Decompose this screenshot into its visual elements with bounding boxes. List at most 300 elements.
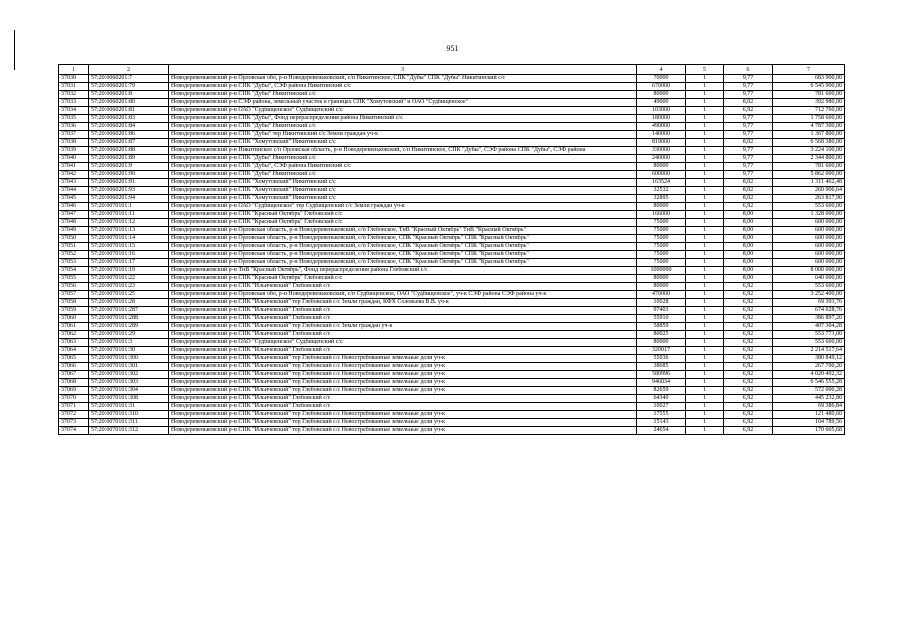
- row-number: 37045: [59, 195, 89, 203]
- rate-value: 9,77: [724, 115, 773, 123]
- rate-value: 6,92: [724, 387, 773, 395]
- cadastral-value: 553 600,00: [773, 339, 845, 347]
- quantity-value: 1: [686, 131, 724, 139]
- location-description: Новодеревеньковский р-н Орловская область, р-н Новодеревеньковский, с/п Глебовское, СПК "Красный Октябрь" СПК "Красный Октябрь": [169, 251, 637, 259]
- row-number: 37056: [59, 283, 89, 291]
- location-description: Новодеревеньковский р-н СПК "Дубы", СЭФ района Никитинский с/с: [169, 83, 637, 91]
- table-row: [59, 235, 845, 243]
- table-row: [59, 171, 845, 179]
- table-row: [59, 347, 845, 355]
- quantity-value: 1: [686, 147, 724, 155]
- area-value: 320017: [637, 347, 686, 355]
- location-description: Новодеревеньковский р-н ОАО "Судбищенское" тер Судбищенский с/с Земли граждан уч-к: [169, 203, 637, 211]
- row-number: 37059: [59, 307, 89, 315]
- area-value: 49000: [637, 99, 686, 107]
- cadastral-value: 600 000,00: [773, 251, 845, 259]
- column-header: 7: [773, 65, 845, 75]
- cadastral-value: 267 700,20: [773, 363, 845, 371]
- cadastral-value: 121 480,60: [773, 411, 845, 419]
- location-description: Новодеревеньковский р-н СПК "Ильичевский" тер Глебовский с/с Невостребованные земельные доли уч-к: [169, 419, 637, 427]
- cadastral-number: 57:20:0070101:14: [89, 235, 169, 243]
- row-number: 37050: [59, 235, 89, 243]
- cadastral-number: 57:20:0060201:79: [89, 83, 169, 91]
- table-row: [59, 371, 845, 379]
- row-number: 37071: [59, 403, 89, 411]
- area-value: 490000: [637, 123, 686, 131]
- cadastral-number: 57:20:0070101:28: [89, 299, 169, 307]
- location-description: Новодеревеньковский р-н СПК "Ильичевский" Глебовский с/с: [169, 403, 637, 411]
- rate-value: 8,00: [724, 259, 773, 267]
- quantity-value: 1: [686, 355, 724, 363]
- area-value: 82659: [637, 387, 686, 395]
- quantity-value: 1: [686, 411, 724, 419]
- cadastral-value: 407 304,28: [773, 323, 845, 331]
- area-value: 10028: [637, 299, 686, 307]
- cadastral-number: 57:20:0070101:25: [89, 291, 169, 299]
- cadastral-value: 69 386,84: [773, 403, 845, 411]
- quantity-value: 1: [686, 395, 724, 403]
- row-number: 37070: [59, 395, 89, 403]
- row-number: 37034: [59, 107, 89, 115]
- cadastral-value: 674 028,76: [773, 307, 845, 315]
- row-number: 37049: [59, 227, 89, 235]
- cadastral-value: 386 897,20: [773, 315, 845, 323]
- rate-value: 8,00: [724, 251, 773, 259]
- area-value: 670000: [637, 83, 686, 91]
- row-number: 37063: [59, 339, 89, 347]
- quantity-value: 1: [686, 227, 724, 235]
- rate-value: 8,02: [724, 179, 773, 187]
- cadastral-number: 57:20:0060201:80: [89, 99, 169, 107]
- rate-value: 6,92: [724, 315, 773, 323]
- rate-value: 6,92: [724, 347, 773, 355]
- rate-value: 8,02: [724, 99, 773, 107]
- row-number: 37066: [59, 363, 89, 371]
- table-row: [59, 139, 845, 147]
- area-value: 240000: [637, 155, 686, 163]
- area-value: 55036: [637, 355, 686, 363]
- row-number: 37037: [59, 131, 89, 139]
- rate-value: 6,92: [724, 379, 773, 387]
- cadastral-number: 57:20:0060201:81: [89, 107, 169, 115]
- quantity-value: 1: [686, 419, 724, 427]
- cadastral-value: 683 900,00: [773, 75, 845, 83]
- area-value: 80000: [637, 91, 686, 99]
- location-description: Новодеревеньковский р-н СПК "Дубы" Никитинский с/с: [169, 155, 637, 163]
- row-number: 37068: [59, 379, 89, 387]
- location-description: Новодеревеньковский р-н Орловская область, р-н Новодеревеньковский, с/п Глебовское, ТнВ "Красный Октябрь" ТнВ "Красный Октябрь": [169, 227, 637, 235]
- cadastral-value: 6 546 555,28: [773, 379, 845, 387]
- table-row: [59, 195, 845, 203]
- quantity-value: 1: [686, 339, 724, 347]
- cadastral-number: 57:20:0070101:308: [89, 395, 169, 403]
- table-row: [59, 427, 845, 435]
- rate-value: 9,77: [724, 147, 773, 155]
- quantity-value: 1: [686, 371, 724, 379]
- table-row: [59, 115, 845, 123]
- cadastral-number: 57:20:0060201:84: [89, 123, 169, 131]
- cadastral-number: 57:20:0070101:12: [89, 219, 169, 227]
- location-description: Новодеревеньковский р-н СПК "Хомутовский" Никитинский с/с: [169, 179, 637, 187]
- quantity-value: 1: [686, 387, 724, 395]
- quantity-value: 1: [686, 299, 724, 307]
- table-row: [59, 187, 845, 195]
- row-number: 37039: [59, 147, 89, 155]
- table-row: [59, 259, 845, 267]
- row-number: 37065: [59, 355, 89, 363]
- cadastral-value: 3 224 100,00: [773, 147, 845, 155]
- location-description: Новодеревеньковский р-н СПК "Ильичевский" Глебовский с/с: [169, 315, 637, 323]
- area-value: 140000: [637, 131, 686, 139]
- quantity-value: 1: [686, 291, 724, 299]
- location-description: Новодеревеньковский р-н Орловская область, р-н Новодеревеньковский, с/п Глебовское, СПК "Красный Октябрь" СПК "Красный Октябрь": [169, 235, 637, 243]
- cadastral-value: 553 600,00: [773, 283, 845, 291]
- row-number: 37047: [59, 211, 89, 219]
- cadastral-number: 57:20:0070101:17: [89, 259, 169, 267]
- cadastral-number: 57:20:0070101:300: [89, 355, 169, 363]
- location-description: Новодеревеньковский р-н СПК "Ильичевский" тер Глебовский с/с Земли граждан уч-к: [169, 323, 637, 331]
- column-header: 6: [724, 65, 773, 75]
- rate-value: 6,92: [724, 371, 773, 379]
- location-description: Новодеревеньковский р-н СПК "Ильичевский" Глебовский с/с: [169, 395, 637, 403]
- cadastral-number: 57:20:0070101:31: [89, 403, 169, 411]
- cadastral-value: 6 568 380,00: [773, 139, 845, 147]
- rate-value: 9,77: [724, 75, 773, 83]
- cadastral-number: 57:20:0070101:311: [89, 419, 169, 427]
- location-description: Новодеревеньковский р-н Орловская обл, р-н Новодеревеньковский, с/п Судбищенское, ОАО "Судбищенское", уч-к СЭФ района СЭФ района уч-к: [169, 291, 637, 299]
- area-value: 10027: [637, 403, 686, 411]
- location-description: Новодеревеньковский р-н ОАО "Судбищенское" Судбищенский с/с: [169, 339, 637, 347]
- cadastral-number: 57:20:0060201:87: [89, 139, 169, 147]
- rate-value: 9,77: [724, 171, 773, 179]
- location-description: Новодеревеньковский р-н СПК "Ильичевский" тер Глебовский с/с Невостребованные земельные доли уч-к: [169, 427, 637, 435]
- quantity-value: 1: [686, 259, 724, 267]
- quantity-value: 1: [686, 123, 724, 131]
- area-value: 819000: [637, 139, 686, 147]
- cadastral-value: 2 214 517,64: [773, 347, 845, 355]
- rate-value: 9,77: [724, 163, 773, 171]
- area-value: 75000: [637, 219, 686, 227]
- quantity-value: 1: [686, 179, 724, 187]
- row-number: 37046: [59, 203, 89, 211]
- cadastral-value: 4 787 300,00: [773, 123, 845, 131]
- location-description: Новодеревеньковский р-н ОАО "Судбищенское" Судбищенский с/с: [169, 107, 637, 115]
- cadastral-value: 6 545 900,00: [773, 83, 845, 91]
- cadastral-number: 57:20:0070101:30: [89, 347, 169, 355]
- quantity-value: 1: [686, 163, 724, 171]
- row-number: 37060: [59, 315, 89, 323]
- cadastral-value: 4 020 492,32: [773, 371, 845, 379]
- cadastral-value: 600 000,00: [773, 219, 845, 227]
- cadastral-number: 57:20:0060201:94: [89, 195, 169, 203]
- cadastral-number: 57:20:0070101:29: [89, 331, 169, 339]
- cadastral-number: 57:20:0070101:15: [89, 243, 169, 251]
- cadastral-number: 57:20:0070101:1: [89, 203, 169, 211]
- location-description: Новодеревеньковский р-н СПК "Красный Октябрь" Глебовский с/с: [169, 275, 637, 283]
- land-register-table: [58, 64, 845, 435]
- cadastral-value: 1 328 000,00: [773, 211, 845, 219]
- table-row: [59, 75, 845, 83]
- table-row: [59, 395, 845, 403]
- area-value: 32895: [637, 195, 686, 203]
- location-description: Новодеревеньковский р-н Никитинское с/п Орловская область, р-н Новодеревеньковский, с/п Никитинское, СПК "Дубы", СЭФ района СПК "Дубы", СЭФ района: [169, 147, 637, 155]
- table-row: [59, 155, 845, 163]
- location-description: Новодеревеньковский р-н СПК "Дубы", СЭФ района Никитинский с/с: [169, 163, 637, 171]
- rate-value: 6,92: [724, 299, 773, 307]
- quantity-value: 1: [686, 91, 724, 99]
- cadastral-number: 57:20:0070101:11: [89, 211, 169, 219]
- row-number: 37044: [59, 187, 89, 195]
- row-number: 37040: [59, 155, 89, 163]
- area-value: 946034: [637, 379, 686, 387]
- area-value: 103000: [637, 107, 686, 115]
- row-number: 37035: [59, 115, 89, 123]
- location-description: Новодеревеньковский р-н Орловская область, р-н Новодеревеньковский, с/п Глебовское, СПК "Красный Октябрь" СПК "Красный Октябрь": [169, 243, 637, 251]
- table-row: [59, 291, 845, 299]
- row-number: 37072: [59, 411, 89, 419]
- quantity-value: 1: [686, 331, 724, 339]
- location-description: Новодеревеньковский р-н СПК "Красный Октябрь" Глебовский с/с: [169, 219, 637, 227]
- cadastral-value: 600 000,00: [773, 235, 845, 243]
- cadastral-value: 600 000,00: [773, 259, 845, 267]
- rate-value: 6,92: [724, 323, 773, 331]
- table-row: [59, 379, 845, 387]
- location-description: Новодеревеньковский р-н СЭФ района, земельный участок в границах СПК "Хомутовский" и ОАО "Судбищенское": [169, 99, 637, 107]
- cadastral-value: 263 817,90: [773, 195, 845, 203]
- rate-value: 8,02: [724, 187, 773, 195]
- cadastral-value: 600 000,00: [773, 243, 845, 251]
- row-number: 37073: [59, 419, 89, 427]
- cadastral-value: 8 000 000,00: [773, 267, 845, 275]
- table-row: [59, 219, 845, 227]
- cadastral-value: 260 906,64: [773, 187, 845, 195]
- table-row: [59, 283, 845, 291]
- rate-value: 6,92: [724, 283, 773, 291]
- cadastral-number: 57:20:0060201:91: [89, 179, 169, 187]
- cadastral-number: 57:20:0060201:90: [89, 171, 169, 179]
- rate-value: 6,92: [724, 307, 773, 315]
- cadastral-number: 57:20:0070101:23: [89, 283, 169, 291]
- table-row: [59, 419, 845, 427]
- rate-value: 6,92: [724, 331, 773, 339]
- area-value: 600000: [637, 171, 686, 179]
- quantity-value: 1: [686, 115, 724, 123]
- row-number: 37036: [59, 123, 89, 131]
- quantity-value: 1: [686, 83, 724, 91]
- row-number: 37067: [59, 371, 89, 379]
- cadastral-number: 57:20:0060201:83: [89, 115, 169, 123]
- location-description: Новодеревеньковский р-н СПК "Дубы" Никитинский с/с: [169, 123, 637, 131]
- cadastral-value: 553 773,00: [773, 331, 845, 339]
- area-value: 97403: [637, 307, 686, 315]
- rate-value: 9,77: [724, 91, 773, 99]
- row-number: 37053: [59, 259, 89, 267]
- table-row: [59, 251, 845, 259]
- row-number: 37048: [59, 219, 89, 227]
- cadastral-value: 5 862 000,00: [773, 171, 845, 179]
- cadastral-value: 1 311 462,48: [773, 179, 845, 187]
- location-description: Новодеревеньковский р-н СПК "Красный Октябрь" Глебовский с/с: [169, 211, 637, 219]
- quantity-value: 1: [686, 403, 724, 411]
- row-number: 37042: [59, 171, 89, 179]
- area-value: 80000: [637, 203, 686, 211]
- area-value: 75000: [637, 251, 686, 259]
- rate-value: 6,92: [724, 395, 773, 403]
- cadastral-number: 57:20:0070101:3: [89, 339, 169, 347]
- cadastral-value: 600 000,00: [773, 227, 845, 235]
- quantity-value: 1: [686, 347, 724, 355]
- quantity-value: 1: [686, 307, 724, 315]
- table-row: [59, 339, 845, 347]
- cadastral-number: 57:20:0070101:304: [89, 387, 169, 395]
- row-number: 37038: [59, 139, 89, 147]
- rate-value: 9,77: [724, 155, 773, 163]
- location-description: Новодеревеньковский р-н СПК "Ильичевский" тер Глебовский с/с Невостребованные земельные доли уч-к: [169, 411, 637, 419]
- column-header: 2: [89, 65, 169, 75]
- table-row: [59, 107, 845, 115]
- location-description: Новодеревеньковский р-н СПК "Ильичевский" тер Глебовский с/с Невостребованные земельные доли уч-к: [169, 387, 637, 395]
- location-description: Новодеревеньковский р-н СПК "Ильичевский" Глебовский с/с: [169, 331, 637, 339]
- rate-value: 6,92: [724, 339, 773, 347]
- table-row: [59, 123, 845, 131]
- cadastral-value: 170 605,68: [773, 427, 845, 435]
- cadastral-value: 781 600,00: [773, 163, 845, 171]
- rate-value: 8,00: [724, 275, 773, 283]
- rate-value: 8,00: [724, 235, 773, 243]
- quantity-value: 1: [686, 139, 724, 147]
- area-value: 330000: [637, 147, 686, 155]
- cadastral-value: 392 980,00: [773, 99, 845, 107]
- quantity-value: 1: [686, 187, 724, 195]
- quantity-value: 1: [686, 155, 724, 163]
- area-value: 166000: [637, 211, 686, 219]
- area-value: 80025: [637, 331, 686, 339]
- quantity-value: 1: [686, 171, 724, 179]
- cadastral-number: 57:20:0070101:288: [89, 315, 169, 323]
- location-description: Новодеревеньковский р-н ТнВ "Красный Октябрь", Фонд перераспределения района Глебовский с/с: [169, 267, 637, 275]
- location-description: Новодеревеньковский р-н СПК "Ильичевский" тер Глебовский с/с Невостребованные земельные доли уч-к: [169, 379, 637, 387]
- area-value: 58859: [637, 323, 686, 331]
- table-row: [59, 147, 845, 155]
- cadastral-number: 57:20:0070101:287: [89, 307, 169, 315]
- cadastral-value: 572 000,28: [773, 387, 845, 395]
- cadastral-value: 2 344 800,00: [773, 155, 845, 163]
- cadastral-value: 445 232,80: [773, 395, 845, 403]
- row-number: 37055: [59, 275, 89, 283]
- cadastral-number: 57:20:0070101:289: [89, 323, 169, 331]
- quantity-value: 1: [686, 219, 724, 227]
- area-value: 32532: [637, 187, 686, 195]
- rate-value: 8,00: [724, 243, 773, 251]
- row-number: 37057: [59, 291, 89, 299]
- area-value: 75000: [637, 235, 686, 243]
- cadastral-value: 1 758 600,00: [773, 115, 845, 123]
- quantity-value: 1: [686, 211, 724, 219]
- table-row: [59, 267, 845, 275]
- cadastral-number: 57:20:0060201:86: [89, 131, 169, 139]
- cadastral-value: 69 393,76: [773, 299, 845, 307]
- table-row: [59, 227, 845, 235]
- cadastral-number: 57:20:0070101:303: [89, 379, 169, 387]
- row-number: 37030: [59, 75, 89, 83]
- cadastral-number: 57:20:0060201:88: [89, 147, 169, 155]
- area-value: 24654: [637, 427, 686, 435]
- row-number: 37074: [59, 427, 89, 435]
- row-number: 37061: [59, 323, 89, 331]
- location-description: Новодеревеньковский р-н СПК "Хомутовский" Никитинский с/с: [169, 195, 637, 203]
- table-row: [59, 203, 845, 211]
- row-number: 37064: [59, 347, 89, 355]
- location-description: Новодеревеньковский р-н Орловская область, р-н Новодеревеньковский, с/п Глебовское, СПК "Красный Октябрь" СПК "Красный Октябрь": [169, 259, 637, 267]
- table-body: [59, 75, 845, 435]
- area-value: 163524: [637, 179, 686, 187]
- rate-value: 8,02: [724, 195, 773, 203]
- cadastral-number: 57:20:0070101:302: [89, 371, 169, 379]
- cadastral-value: 1 367 800,00: [773, 131, 845, 139]
- location-description: Новодеревеньковский р-н СПК "Дубы" Никитинский с/с: [169, 91, 637, 99]
- rate-value: 9,77: [724, 83, 773, 91]
- cadastral-value: 553 600,00: [773, 203, 845, 211]
- rate-value: 8,02: [724, 139, 773, 147]
- row-number: 37031: [59, 83, 89, 91]
- area-value: 75000: [637, 243, 686, 251]
- quantity-value: 1: [686, 379, 724, 387]
- cadastral-number: 57:20:0060201:8: [89, 91, 169, 99]
- area-value: 80000: [637, 339, 686, 347]
- quantity-value: 1: [686, 251, 724, 259]
- rate-value: 6,92: [724, 419, 773, 427]
- location-description: Новодеревеньковский р-н СПК "Дубы" тер Никитинский с/с Земли граждан уч-к: [169, 131, 637, 139]
- cadastral-number: 57:20:0070101:22: [89, 275, 169, 283]
- quantity-value: 1: [686, 315, 724, 323]
- quantity-value: 1: [686, 267, 724, 275]
- rate-value: 6,92: [724, 403, 773, 411]
- location-description: Новодеревеньковский р-н СПК "Ильичевский" Глебовский с/с: [169, 347, 637, 355]
- area-value: 15143: [637, 419, 686, 427]
- quantity-value: 1: [686, 203, 724, 211]
- area-value: 470000: [637, 291, 686, 299]
- area-value: 1000000: [637, 267, 686, 275]
- page-number: 951: [446, 44, 459, 53]
- row-number: 37043: [59, 179, 89, 187]
- quantity-value: 1: [686, 427, 724, 435]
- location-description: Новодеревеньковский р-н СПК "Ильичевский" Глебовский с/с: [169, 307, 637, 315]
- location-description: Новодеревеньковский р-н СПК "Дубы", Фонд перераспределения района Никитинский с/с: [169, 115, 637, 123]
- row-number: 37041: [59, 163, 89, 171]
- quantity-value: 1: [686, 283, 724, 291]
- cadastral-value: 380 849,12: [773, 355, 845, 363]
- area-value: 80000: [637, 283, 686, 291]
- table-row: [59, 91, 845, 99]
- quantity-value: 1: [686, 107, 724, 115]
- rate-value: 9,77: [724, 123, 773, 131]
- table-row: [59, 179, 845, 187]
- area-value: 80000: [637, 275, 686, 283]
- row-number: 37032: [59, 91, 89, 99]
- cadastral-number: 57:20:0070101:312: [89, 427, 169, 435]
- table-row: [59, 243, 845, 251]
- location-description: Новодеревеньковский р-н СПК "Дубы" Никитинский с/с: [169, 171, 637, 179]
- area-value: 70000: [637, 75, 686, 83]
- column-header: 3: [169, 65, 637, 75]
- table-row: [59, 411, 845, 419]
- rate-value: 8,00: [724, 211, 773, 219]
- location-description: Новодеревеньковский р-н СПК "Ильичевский" тер Глебовский с/с Невостребованные земельные доли уч-к: [169, 355, 637, 363]
- table-row: [59, 355, 845, 363]
- quantity-value: 1: [686, 243, 724, 251]
- area-value: 75000: [637, 259, 686, 267]
- table-row: [59, 131, 845, 139]
